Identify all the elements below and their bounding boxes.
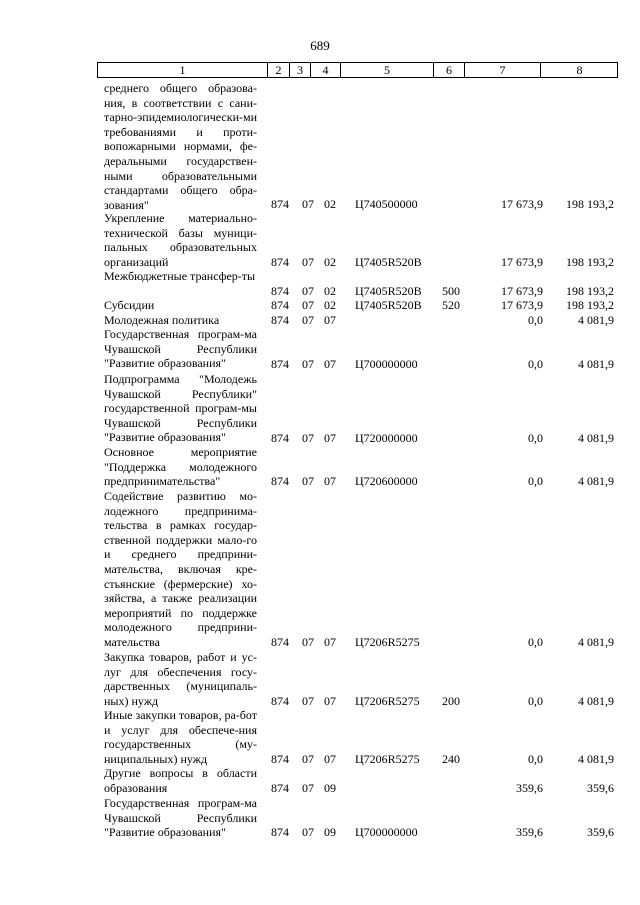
- row-amount-2: 4 081,9: [578, 752, 614, 766]
- row-grbs: 874: [271, 431, 289, 445]
- row-expense-type: 200: [442, 694, 460, 708]
- row-section: 07: [302, 752, 314, 766]
- row-amount-2: 198 193,2: [566, 284, 614, 298]
- row-grbs: 874: [271, 694, 289, 708]
- row-target-article: Ц7206R5275: [355, 635, 420, 649]
- row-grbs: 874: [271, 357, 289, 371]
- row-grbs: 874: [271, 313, 289, 327]
- row-subsection: 02: [324, 255, 336, 269]
- row-name: среднего общего образова-ния, в соответствии с сани-тарно-эпидемиологически-ми требованиями и проти-вопожарными нормами, фе-деральными государствен-ными образовательными стандартами общего обра-зования": [104, 81, 257, 212]
- row-section: 07: [302, 357, 314, 371]
- row-subsection: 09: [324, 781, 336, 795]
- row-section: 07: [302, 474, 314, 488]
- row-target-article: Ц7405R520B: [355, 284, 422, 298]
- row-expense-type: 500: [442, 284, 460, 298]
- row-grbs: 874: [271, 298, 289, 312]
- row-amount-2: 198 193,2: [566, 255, 614, 269]
- row-expense-type: 520: [442, 298, 460, 312]
- row-amount-1: 17 673,9: [501, 197, 543, 211]
- row-name: Молодежная политика: [104, 313, 220, 327]
- row-subsection: 07: [324, 752, 336, 766]
- row-subsection: 02: [324, 284, 336, 298]
- row-grbs: 874: [271, 197, 289, 211]
- row-grbs: 874: [271, 781, 289, 795]
- row-section: 07: [302, 284, 314, 298]
- row-amount-1: 17 673,9: [501, 284, 543, 298]
- page-number: 689: [310, 38, 330, 53]
- row-subsection: 07: [324, 313, 336, 327]
- header-col-4: 4: [310, 63, 340, 77]
- row-name: Подпрограмма "Молодежь Чувашской Республики" государственной програм-мы Чувашской Республики "Развитие образования": [104, 372, 257, 445]
- row-amount-2: 359,6: [587, 781, 614, 795]
- row-amount-1: 0,0: [528, 752, 543, 766]
- row-amount-2: 359,6: [587, 825, 614, 839]
- row-amount-1: 0,0: [528, 694, 543, 708]
- row-target-article: Ц7206R5275: [355, 694, 420, 708]
- row-section: 07: [302, 313, 314, 327]
- row-amount-2: 198 193,2: [566, 197, 614, 211]
- header-col-7: 7: [464, 63, 540, 77]
- row-section: 07: [302, 635, 314, 649]
- row-subsection: 02: [324, 197, 336, 211]
- header-col-5: 5: [340, 63, 433, 77]
- row-section: 07: [302, 431, 314, 445]
- row-section: 07: [302, 298, 314, 312]
- row-target-article: Ц700000000: [355, 357, 418, 371]
- row-amount-1: 17 673,9: [501, 255, 543, 269]
- row-name: Межбюджетные трансфер-ты: [104, 269, 256, 283]
- row-name: Другие вопросы в области образования: [104, 766, 257, 795]
- row-amount-2: 4 081,9: [578, 313, 614, 327]
- row-amount-1: 359,6: [516, 825, 543, 839]
- row-target-article: Ц7405R520B: [355, 298, 422, 312]
- row-subsection: 07: [324, 635, 336, 649]
- row-amount-1: 359,6: [516, 781, 543, 795]
- row-target-article: Ц700000000: [355, 825, 418, 839]
- row-name: Содействие развитию мо-лодежного предпринима-тельства в рамках государ-ственной поддержки мало-го и среднего предприни-мательства, включая кре-стьянские (фермерские) хо-зяйства, а также реализации мероприятий по поддержке молодежного предприни-мательства: [104, 489, 257, 649]
- row-grbs: 874: [271, 474, 289, 488]
- row-amount-1: 17 673,9: [501, 298, 543, 312]
- row-amount-2: 4 081,9: [578, 474, 614, 488]
- row-name: Основное мероприятие "Поддержка молодежного предпринимательства": [104, 445, 257, 489]
- row-grbs: 874: [271, 752, 289, 766]
- row-section: 07: [302, 255, 314, 269]
- row-subsection: 07: [324, 474, 336, 488]
- row-name: Государственная програм-ма Чувашской Республики "Развитие образования": [104, 796, 257, 840]
- row-amount-1: 0,0: [528, 474, 543, 488]
- row-section: 07: [302, 825, 314, 839]
- row-amount-2: 198 193,2: [566, 298, 614, 312]
- row-grbs: 874: [271, 255, 289, 269]
- row-amount-2: 4 081,9: [578, 431, 614, 445]
- row-grbs: 874: [271, 284, 289, 298]
- row-amount-2: 4 081,9: [578, 635, 614, 649]
- row-amount-1: 0,0: [528, 635, 543, 649]
- row-subsection: 02: [324, 298, 336, 312]
- row-name: Укрепление материально-технической базы муници-пальных образовательных организаций: [104, 211, 257, 269]
- header-col-3: 3: [289, 63, 310, 77]
- row-subsection: 09: [324, 825, 336, 839]
- row-amount-2: 4 081,9: [578, 694, 614, 708]
- row-name: Государственная програм-ма Чувашской Республики "Развитие образования": [104, 327, 257, 371]
- row-section: 07: [302, 781, 314, 795]
- row-section: 07: [302, 694, 314, 708]
- row-target-article: Ц7405R520B: [355, 255, 422, 269]
- row-target-article: Ц7206R5275: [355, 752, 420, 766]
- row-amount-2: 4 081,9: [578, 357, 614, 371]
- header-col-1: 1: [179, 63, 186, 77]
- row-amount-1: 0,0: [528, 357, 543, 371]
- row-name: Иные закупки товаров, ра-бот и услуг для обеспече-ния государственных (му-ниципальных) нужд: [104, 708, 257, 766]
- row-amount-1: 0,0: [528, 313, 543, 327]
- row-section: 07: [302, 197, 314, 211]
- header-col-2: 2: [267, 63, 289, 77]
- row-name: Закупка товаров, работ и ус-луг для обеспечения госу-дарственных (муниципаль-ных) нужд: [104, 650, 257, 708]
- row-subsection: 07: [324, 694, 336, 708]
- row-target-article: Ц720600000: [355, 474, 418, 488]
- row-subsection: 07: [324, 431, 336, 445]
- row-grbs: 874: [271, 825, 289, 839]
- header-col-6: 6: [433, 63, 464, 77]
- row-target-article: Ц720000000: [355, 431, 418, 445]
- table-header: [97, 62, 618, 78]
- row-amount-1: 0,0: [528, 431, 543, 445]
- row-target-article: Ц740500000: [355, 197, 418, 211]
- row-subsection: 07: [324, 357, 336, 371]
- row-grbs: 874: [271, 635, 289, 649]
- header-col-8: 8: [540, 63, 618, 77]
- row-name: Субсидии: [104, 298, 155, 312]
- row-expense-type: 240: [442, 752, 460, 766]
